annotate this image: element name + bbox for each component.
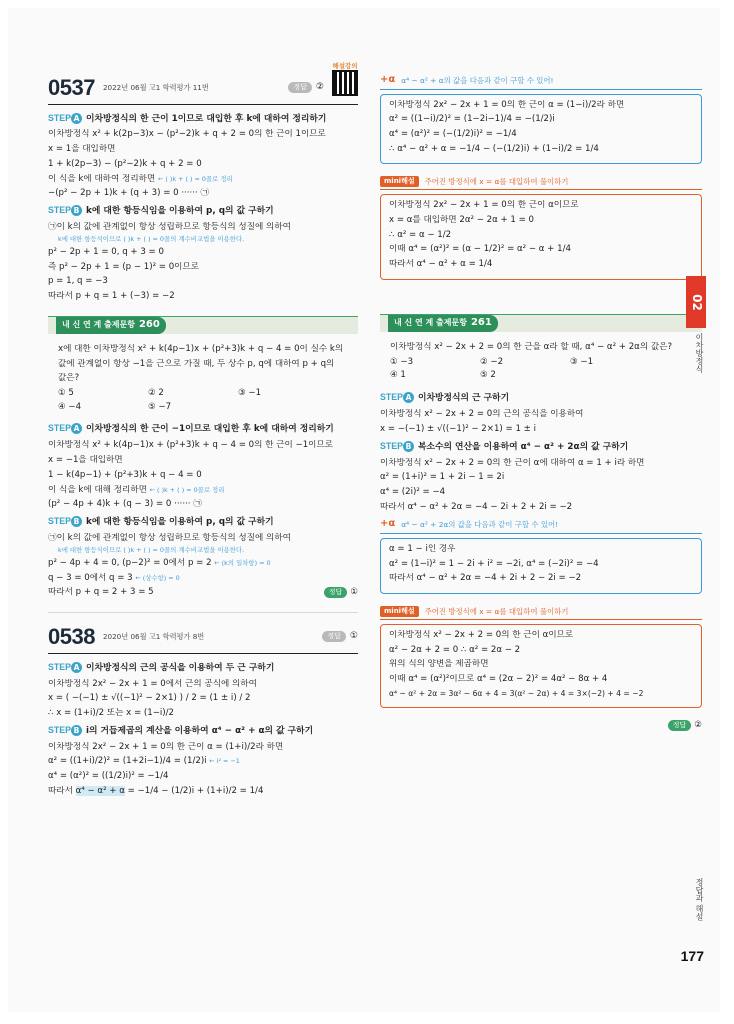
solution-line: 이차방정식 x² − 2x + 2 = 0의 근의 공식을 이용하여 xyxy=(380,409,584,420)
solution-line: −(p² − 2p + 1)k + (q + 3) = 0 ······ ㉠ xyxy=(48,188,210,199)
choice-5[interactable]: ⑤ 2 xyxy=(480,370,496,381)
tip-line: 이차방정식 2x² − 2x + 1 = 0의 한 근이 α = (1−i)/2라 하면 xyxy=(389,99,625,110)
choice-1[interactable]: ① −3 xyxy=(390,356,414,367)
step-title: 이차방정식의 한 근이 −1이므로 대입한 후 k에 대하여 정리하기 xyxy=(85,424,334,435)
answer-value: ② xyxy=(694,720,702,731)
step-b-heading xyxy=(380,441,702,453)
solution-line: x = −(−1) ± √((−1)² − 2×1) = 1 ± i xyxy=(380,423,536,434)
mini-line: α² − 2α + 2 = 0 ∴ α² = 2α − 2 xyxy=(389,644,521,655)
step-label: STEP xyxy=(48,724,71,735)
answer-label: 정답 xyxy=(322,631,346,642)
left-column xyxy=(48,61,358,801)
page-number: 177 xyxy=(680,948,704,964)
margin-note: ← ( )k + ( ) = 0꼴로 정리 xyxy=(157,174,233,183)
margin-note: k에 대한 항등식이므로 ( )k + ( ) = 0꼴의 계수비교법을 이용한다. xyxy=(58,545,245,554)
choice-3[interactable]: ③ −1 xyxy=(570,356,594,367)
mini-line: 이차방정식 x² − 2x + 2 = 0의 한 근이 α이므로 xyxy=(389,629,574,640)
mini-line: 이때 α⁴ = (α²)²이므로 α⁴ = (2α − 2)² = 4α² − 8α + 4 xyxy=(389,674,608,685)
step-letter-badge: A xyxy=(403,392,414,403)
step-title: 복소수의 연산을 이용하여 α⁴ − α² + 2α의 값 구하기 xyxy=(417,441,629,452)
footer-label: 정답과 해설 xyxy=(695,878,704,921)
solution-line xyxy=(48,174,358,185)
choice-2[interactable]: ② −2 xyxy=(480,356,504,367)
mini-solution-title: 주어진 방정식에 x = α를 대입하여 풀이하기 xyxy=(424,177,569,187)
mini-solution-header xyxy=(380,176,702,190)
mini-line: 이차방정식 2x² − 2x + 1 = 0의 한 근이 α이므로 xyxy=(389,200,579,211)
right-column xyxy=(380,74,702,731)
answer-label: 정답 xyxy=(288,82,312,93)
related-problem-260-bar xyxy=(48,316,358,334)
qr-label: 해설강의 xyxy=(332,61,358,70)
tip-header xyxy=(380,518,702,534)
step-title: 이차방정식의 한 근이 1이므로 대입한 후 k에 대하여 정리하기 xyxy=(85,113,327,124)
question-text: 이차방정식 x² − 2x + 2 = 0의 한 근을 α라 할 때, α⁴ − α² + 2α의 값은? xyxy=(390,341,673,352)
solution-line xyxy=(48,558,358,569)
solution-line: 이차방정식 x² + k(4p−1)x + (p²+3)k + q − 4 = 0의 한 근이 −1이므로 xyxy=(48,440,334,451)
plus-alpha-icon: +α xyxy=(380,518,396,530)
solution-line xyxy=(48,573,358,584)
solution-text: p² − 4p + 4 = 0, (p−2)² = 0에서 p = 2 xyxy=(48,557,212,568)
choice-3[interactable]: ③ −1 xyxy=(238,388,262,399)
solution-line xyxy=(48,587,358,598)
solution-line: x = ( −(−1) ± √((−1)² − 2×1) ) / 2 = (1 ± i) / 2 xyxy=(48,693,251,704)
step-title: k에 대한 항등식임을 이용하여 p, q의 값 구하기 xyxy=(85,206,274,217)
answer-value: ① xyxy=(349,631,358,642)
question-line: x에 대한 이차방정식 x² + k(4p−1)x + (p²+3)k + q − 4 = 0이 실수 k의 xyxy=(58,343,344,354)
mini-line: x = α를 대입하면 2α² − 2α + 1 = 0 xyxy=(389,214,535,225)
choice-4[interactable]: ④ 1 xyxy=(390,370,406,381)
answer-choices xyxy=(48,388,358,415)
solution-text: 이 식을 k에 대하여 정리하면 xyxy=(48,173,156,184)
solution-text: 이 식을 k에 대해 정리하면 xyxy=(48,484,147,495)
choice-2[interactable]: ② 2 xyxy=(148,388,164,399)
question-text xyxy=(48,344,358,384)
highlighted-expression: α⁴ − α² + α xyxy=(75,785,125,796)
qr-code-icon[interactable] xyxy=(332,70,358,96)
related-problem-tag xyxy=(56,317,166,334)
mini-line: 이때 α⁴ = (α²)² = (α − 1/2)² = α² − α + 1/4 xyxy=(389,244,571,255)
margin-note: ← i² = −1 xyxy=(209,757,240,766)
choice-1[interactable]: ① 5 xyxy=(58,388,74,399)
answer-choices xyxy=(380,357,702,384)
solution-line: p² − 2p + 1 = 0, q + 3 = 0 xyxy=(48,246,164,257)
chapter-tab-number: 02 xyxy=(689,293,704,311)
step-b-heading xyxy=(48,205,358,217)
solution-line: α² = (1+i)² = 1 + 2i − 1 = 2i xyxy=(380,472,505,483)
answer-label: 정답 xyxy=(668,720,692,731)
step-a-heading xyxy=(48,113,358,125)
tip-box xyxy=(380,538,702,594)
step-title: i의 거듭제곱의 계산을 이용하여 α⁴ − α² + α의 값 구하기 xyxy=(85,725,314,736)
problem-number: 0538 xyxy=(48,624,95,650)
margin-note: ← (k의 일차항) = 0 xyxy=(214,558,271,567)
solution-line: ㉠이 k의 값에 관계없이 항상 성립하므로 항등식의 성질에 의하여 xyxy=(48,533,291,544)
step-title: 이차방정식의 근 구하기 xyxy=(417,393,510,404)
solution-line: x = −1을 대입하면 xyxy=(48,455,123,466)
tip-line: ∴ α⁴ − α² + α = −1/4 − (−(1/2)i) + (1−i)/2 = 1/4 xyxy=(389,143,599,154)
mini-solution-box xyxy=(380,624,702,708)
related-problem-tag-text: 내 신 연 계 출제문항 xyxy=(394,318,467,328)
question-line: 값에 관계없이 항상 −1을 근으로 가질 때, 두 상수 p, q에 대하여 p + q의 xyxy=(58,358,335,369)
step-b-heading xyxy=(48,725,358,737)
solution-line: 1 − k(4p−1) + (p²+3)k + q − 4 = 0 xyxy=(48,469,202,480)
related-problem-261-bar xyxy=(380,314,702,332)
solution-line: 1 + k(2p−3) − (p²−2)k + q + 2 = 0 xyxy=(48,158,202,169)
tip-line: α² = (1−i)² = 1 − 2i + i² = −2i, α⁴ = (−2i)² = −4 xyxy=(389,558,599,569)
step-label: STEP xyxy=(48,112,71,123)
related-problem-tag-text: 내 신 연 계 출제문항 xyxy=(62,320,135,330)
tip-line: 따라서 α⁴ − α² + 2α = −4 + 2i + 2 − 2i = −2 xyxy=(389,573,582,584)
solution-line: x = 1을 대입하면 xyxy=(48,144,116,155)
step-label: STEP xyxy=(48,205,71,216)
related-problem-number: 261 xyxy=(470,317,492,329)
tip-title: α⁴ − α² + α의 값을 다음과 같이 구할 수 있어! xyxy=(401,75,554,85)
step-label: STEP xyxy=(48,516,71,527)
problem-number: 0537 xyxy=(48,75,95,100)
problem-0538-header xyxy=(48,623,358,654)
solution-line xyxy=(48,756,358,767)
step-letter-badge: B xyxy=(403,441,414,452)
mini-line: 따라서 α⁴ − α² + α = 1/4 xyxy=(389,259,493,270)
solution-text: 따라서 xyxy=(48,785,76,796)
qr-block[interactable] xyxy=(332,62,358,96)
solution-line xyxy=(48,485,358,496)
step-label: STEP xyxy=(48,423,71,434)
tip-title: α⁴ − α² + 2α의 값을 다음과 같이 구할 수 있어! xyxy=(401,520,559,530)
tip-box xyxy=(380,94,702,165)
problem-source: 2022년 06월 고1 학력평가 11번 xyxy=(102,83,209,93)
solution-text: q − 3 = 0에서 q = 3 xyxy=(48,572,133,583)
step-a-heading xyxy=(48,423,358,435)
step-letter-badge: A xyxy=(71,662,82,673)
solution-line: 즉 p² − 2p + 1 = (p − 1)² = 0이므로 xyxy=(48,261,200,272)
step-label: STEP xyxy=(380,392,403,403)
step-label: STEP xyxy=(48,661,71,672)
solution-line: α⁴ = (α²)² = ((1/2)i)² = −1/4 xyxy=(48,771,169,782)
solution-line: (p² − 4p + 4)k + (q − 3) = 0 ······ ㉠ xyxy=(48,499,202,510)
mini-solution-tag: mini해설 xyxy=(380,606,419,617)
problem-0537-header xyxy=(48,61,358,105)
mini-line: ∴ α² = α − 1/2 xyxy=(389,229,452,240)
solution-line: p = 1, q = −3 xyxy=(48,276,108,287)
choice-5[interactable]: ⑤ −7 xyxy=(148,401,172,412)
related-problem-tag xyxy=(388,315,498,332)
step-label: STEP xyxy=(380,440,403,451)
chapter-tab[interactable] xyxy=(686,276,706,328)
step-a-heading xyxy=(48,662,358,674)
solution-line: α⁴ = (2i)² = −4 xyxy=(380,486,446,497)
solution-line: 따라서 α⁴ − α² + 2α = −4 − 2i + 2 + 2i = −2 xyxy=(380,501,573,512)
tip-line: α = 1 − i인 경우 xyxy=(389,543,456,554)
mini-solution-tag: mini해설 xyxy=(380,176,419,187)
choice-4[interactable]: ④ −4 xyxy=(58,401,82,412)
plus-alpha-icon: +α xyxy=(380,74,396,85)
solution-line: 따라서 p + q = 1 + (−3) = −2 xyxy=(48,291,175,302)
problem-source: 2020년 06월 고1 학력평가 8번 xyxy=(102,632,205,642)
related-problem-number: 260 xyxy=(138,319,160,331)
solution-line: ∴ x = (1+i)/2 또는 x = (1−i)/2 xyxy=(48,708,175,719)
solution-line: 이차방정식 2x² − 2x + 1 = 0의 한 근이 α = (1+i)/2라 하면 xyxy=(48,741,284,752)
answer-value: ① xyxy=(350,587,358,598)
answer-marker xyxy=(324,587,358,598)
page xyxy=(8,8,720,1012)
chapter-label: 이차방정식 xyxy=(695,333,704,373)
margin-note: k에 대한 항등식이므로 ( )k + ( ) = 0꼴의 계수비교법을 이용한다. xyxy=(58,234,245,243)
solution-line: 이차방정식 x² − 2x + 2 = 0의 한 근이 α에 대하여 α = 1 + i라 하면 xyxy=(380,457,645,468)
step-letter-badge: B xyxy=(71,516,82,527)
step-b-heading xyxy=(48,516,358,528)
step-letter-badge: B xyxy=(71,725,82,736)
answer-marker xyxy=(380,720,702,731)
answer-label: 정답 xyxy=(324,587,348,598)
step-a-heading xyxy=(380,392,702,404)
tip-line: α⁴ = (α²)² = (−(1/2)i)² = −1/4 xyxy=(389,128,517,139)
solution-line: 이차방정식 2x² − 2x + 1 = 0에서 근의 공식에 의하여 xyxy=(48,678,257,689)
solution-line: ㉠이 k의 값에 관계없이 항상 성립하므로 항등식의 성질에 의하여 xyxy=(48,222,291,233)
solution-line: 이차방정식 x² + k(2p−3)x − (p²−2)k + q + 2 = 0의 한 근이 1이므로 xyxy=(48,129,326,140)
solution-text: = −1/4 − (1/2)i + (1+i)/2 = 1/4 xyxy=(124,785,264,796)
tip-line: α² = ((1−i)/2)² = (1−2i−1)/4 = −(1/2)i xyxy=(389,114,555,125)
step-letter-badge: A xyxy=(71,423,82,434)
tip-header xyxy=(380,74,702,90)
mini-solution-header xyxy=(380,606,702,620)
divider xyxy=(48,612,358,613)
mini-line: α⁴ − α² + 2α = 3α² − 6α + 4 = 3(α² − 2α) + 4 = 3×(−2) + 4 = −2 xyxy=(389,688,644,698)
margin-note: ← ( )k + ( ) = 0꼴로 정리 xyxy=(149,485,225,494)
solution-text: 따라서 p + q = 2 + 3 = 5 xyxy=(48,587,154,598)
mini-line: 위의 식의 양변을 제곱하면 xyxy=(389,659,489,670)
solution-line xyxy=(48,786,358,797)
step-letter-badge: B xyxy=(71,205,82,216)
question-line: 값은? xyxy=(58,373,80,384)
step-letter-badge: A xyxy=(71,113,82,124)
step-title: k에 대한 항등식임을 이용하여 p, q의 값 구하기 xyxy=(85,517,274,528)
answer-value: ② xyxy=(315,82,324,93)
mini-solution-box xyxy=(380,194,702,280)
mini-solution-title: 주어진 방정식에 x = α를 대입하여 풀이하기 xyxy=(424,606,569,616)
step-title: 이차방정식의 근의 공식을 이용하여 두 근 구하기 xyxy=(85,662,275,673)
solution-text: α² = ((1+i)/2)² = (1+2i−1)/4 = (1/2)i xyxy=(48,756,207,767)
margin-note: ← (상수항) = 0 xyxy=(135,573,180,582)
